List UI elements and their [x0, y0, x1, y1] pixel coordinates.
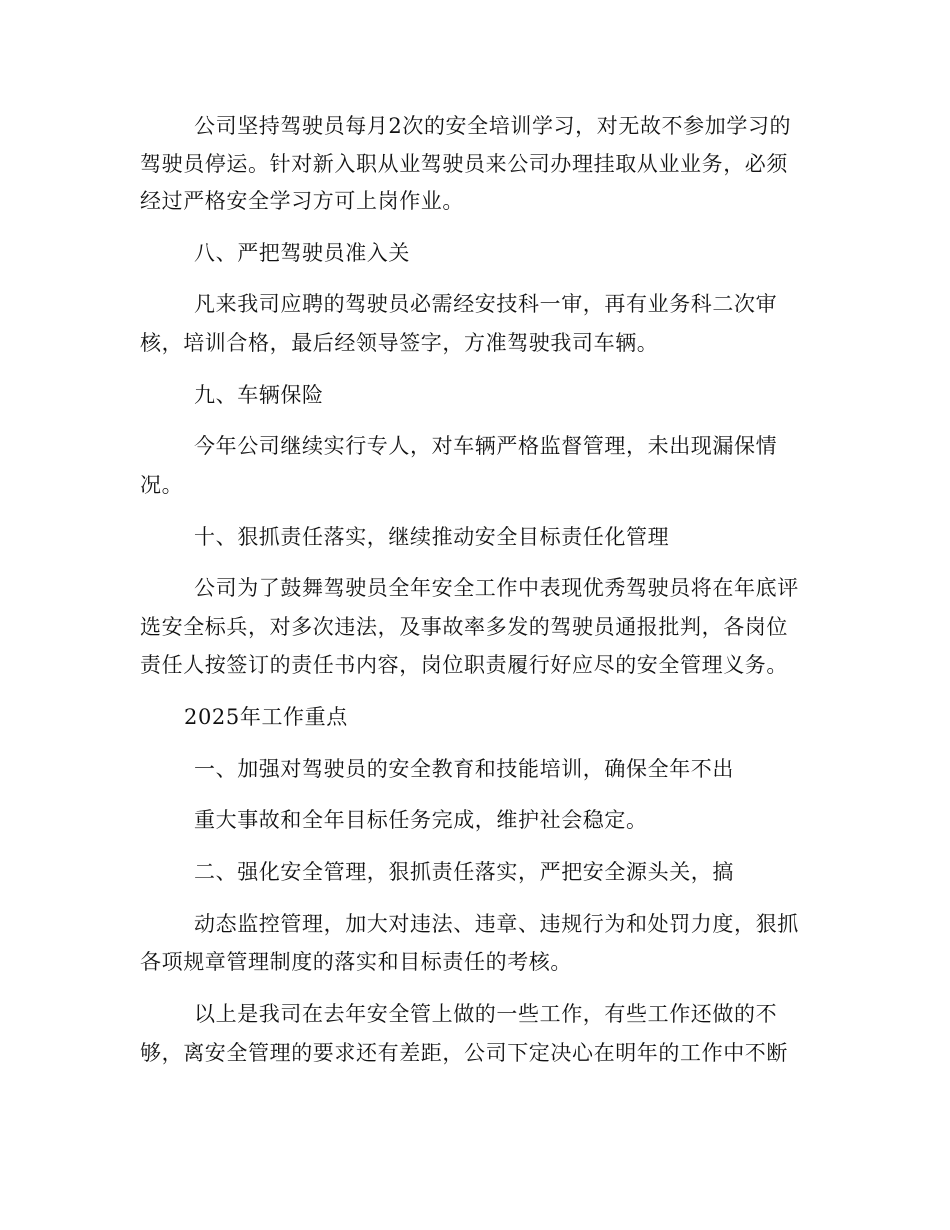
- text-line: 二、强化安全管理，狠抓责任落实，严把安全源头关，搞: [194, 860, 734, 884]
- text-line: 经过严格安全学习方可上岗作业。: [140, 189, 464, 213]
- section-heading: 九、车辆保险: [194, 383, 324, 407]
- text-line: 责任人按签订的责任书内容，岗位职责履行好应尽的安全管理义务。: [140, 653, 788, 677]
- text-line: 选安全标兵，对多次违法，及事故率多发的驾驶员通报批判，各岗位: [140, 615, 788, 639]
- section-heading: 十、狠抓责任落实，继续推动安全目标责任化管理: [194, 525, 670, 549]
- section-heading: 2025年工作重点: [184, 705, 348, 729]
- text-line: 重大事故和全年目标任务完成，维护社会稳定。: [194, 808, 648, 832]
- text-line: 凡来我司应聘的驾驶员必需经安技科一审，再有业务科二次审: [194, 292, 778, 316]
- text-line: 动态监控管理，加大对违法、违章、违规行为和处罚力度，狠抓: [194, 912, 799, 936]
- text-line: 公司坚持驾驶员每月2次的安全培训学习，对无故不参加学习的: [194, 114, 792, 138]
- text-line: 一、加强对驾驶员的安全教育和技能培训，确保全年不出: [194, 757, 734, 781]
- text-line: 各项规章管理制度的落实和目标责任的考核。: [140, 950, 572, 974]
- text-line: 驾驶员停运。针对新入职从业驾驶员来公司办理挂取从业业务，必须: [140, 152, 788, 176]
- text-line: 今年公司继续实行专人，对车辆严格监督管理，未出现漏保情: [194, 434, 778, 458]
- text-line: 况。: [140, 473, 184, 497]
- section-heading: 八、严把驾驶员准入关: [194, 241, 410, 265]
- text-line: 核，培训合格，最后经领导签字，方准驾驶我司车辆。: [140, 331, 659, 355]
- text-line: 以上是我司在去年安全管上做的一些工作，有些工作还做的不: [194, 1002, 778, 1026]
- text-line: 够，离安全管理的要求还有差距，公司下定决心在明年的工作中不断: [140, 1041, 788, 1065]
- text-line: 公司为了鼓舞驾驶员全年安全工作中表现优秀驾驶员将在年底评: [194, 576, 799, 600]
